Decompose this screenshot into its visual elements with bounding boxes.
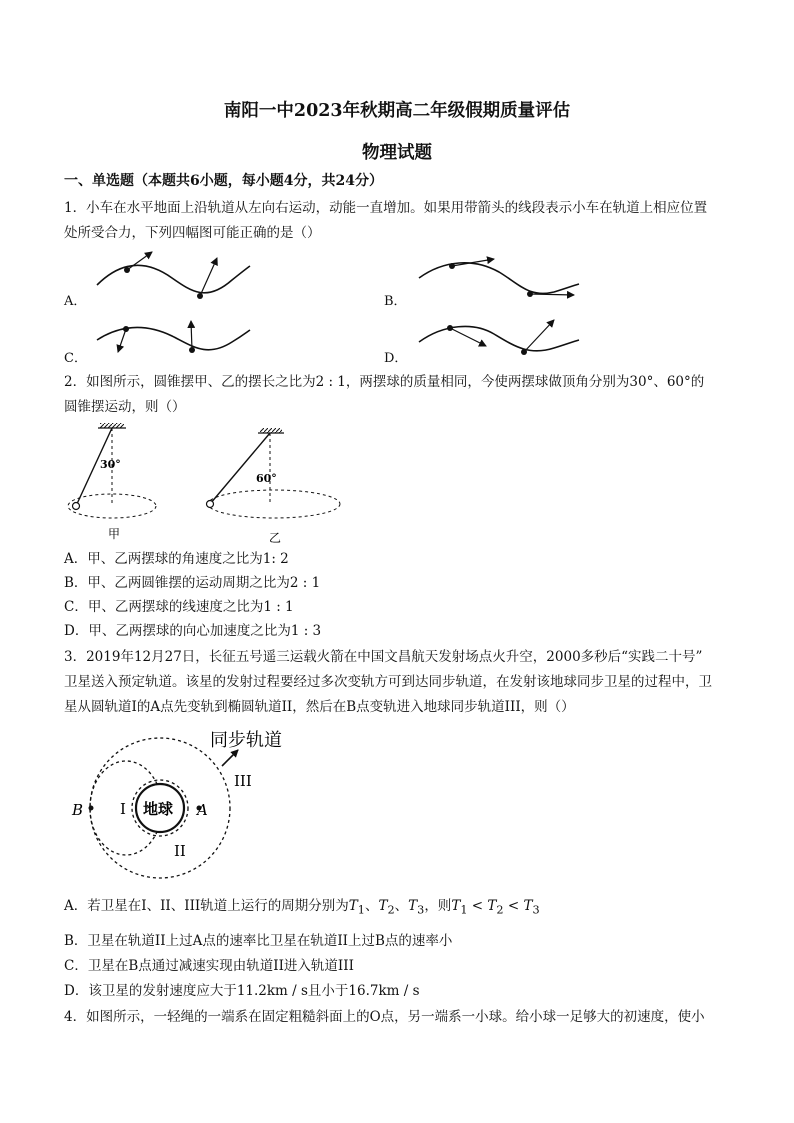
q1-option-b-label: B．	[384, 294, 407, 309]
q2-angle-1: 30°	[100, 458, 121, 471]
q3-sync-label: 同步轨道	[210, 730, 282, 751]
q1-figure-c	[92, 312, 252, 372]
q1d-track	[419, 326, 579, 350]
q3-option-d: D．该卫星的发射速度应大于11.2km / s且小于16.7km / s	[64, 983, 420, 999]
q1d-force-2	[524, 320, 554, 352]
q1d-force-1	[450, 328, 486, 346]
page-subtitle: 物理试题	[362, 143, 432, 163]
q3-figure	[64, 722, 304, 882]
q1-option-d-label: D．	[384, 351, 408, 366]
q3-point-b-label: B	[72, 801, 84, 819]
section-heading: 一、单选题（本题共6小题，每小题4分，共24分）	[64, 173, 383, 189]
q3-option-a: A．若卫星在I、II、III轨道上运行的周期分别为$T_1$、$T_2$、$T_3$，则$T_1 < T_2 < T_3$	[64, 898, 540, 917]
q3-point-b-dot	[89, 806, 94, 811]
q3-point-a-label: A	[197, 801, 208, 819]
q3-line-2: 卫星送入预定轨道。该星的发射过程要经过多次变轨方可到达同步轨道，在发射该地球同步卫星的过程中，卫	[64, 674, 712, 690]
q3-orbit-3-label: III	[234, 772, 252, 790]
q2-name-1: 甲	[108, 527, 121, 541]
q2-ball-2	[207, 501, 214, 508]
q1-figure-b	[414, 240, 584, 310]
q3-line-3: 星从圆轨道I的A点先变轨到椭圆轨道II，然后在B点变轨进入地球同步轨道III，则（）	[64, 699, 575, 715]
q2-option-d: D．甲、乙两摆球的向心加速度之比为1 : 3	[64, 623, 322, 639]
q2-angle-2: 60°	[256, 472, 277, 485]
q1-option-c-label: C．	[64, 351, 87, 366]
q3-option-a-mid: ，则	[424, 898, 452, 914]
q2-option-b: B．甲、乙两圆锥摆的运动周期之比为2 : 1	[64, 575, 321, 591]
q2-line-2: 圆锥摆运动，则（）	[64, 399, 186, 415]
q1-figure-d	[414, 312, 584, 372]
q1a-track	[97, 265, 250, 293]
q1c-force-1	[118, 329, 126, 352]
q2-name-2: 乙	[269, 531, 282, 545]
q3-line-1: 3．2019年12月27日，长征五号遥三运载火箭在中国文昌航天发射场点火升空，2000多秒后“实践二十号”	[64, 649, 703, 665]
q2-string-2	[210, 433, 270, 504]
q3-option-a-text: A．若卫星在I、II、III轨道上运行的周期分别为	[64, 898, 349, 914]
q3-orbit-2-label: II	[174, 842, 186, 860]
q4-line-1: 4．如图所示，一轻绳的一端系在固定粗糙斜面上的O点，另一端系一小球。给小球一足够大的初速度，使小	[64, 1009, 705, 1025]
q2-option-c: C．甲、乙两摆球的线速度之比为1 : 1	[64, 599, 294, 615]
q2-option-a: A．甲、乙两摆球的角速度之比为1: 2	[64, 551, 289, 567]
q2-line-1: 2．如图所示，圆锥摆甲、乙的摆长之比为2 : 1，两摆球的质量相同，今使两摆球做顶角分别为30°、60°的	[64, 374, 705, 390]
q1-option-a-label: A．	[64, 294, 87, 309]
q2-ceiling-2	[260, 428, 282, 433]
q2-figure	[64, 420, 354, 550]
q2-ball-1	[73, 503, 80, 510]
q2-ceiling-1	[100, 423, 124, 428]
q3-arrow	[222, 750, 238, 766]
q3-option-c: C．卫星在B点通过减速实现由轨道II进入轨道III	[64, 958, 354, 974]
q3-earth-label: 地球	[143, 800, 174, 818]
q2-path-2	[208, 490, 340, 518]
q1-line-2: 处所受合力，下列四幅图可能正确的是（）	[64, 225, 321, 241]
q3-orbit-1-label: I	[120, 800, 126, 818]
q3-option-b: B．卫星在轨道II上过A点的速率比卫星在轨道II上过B点的速率小	[64, 933, 453, 949]
q1-figure-a	[92, 240, 252, 310]
page-title: 南阳一中2023年秋期高二年级假期质量评估	[223, 101, 571, 121]
q1b-force-2	[530, 294, 574, 295]
q1-line-1: 1．小车在水平地面上沿轨道从左向右运动，动能一直增加。如果用带箭头的线段表示小车在轨道上相应位置	[64, 200, 708, 216]
q1b-track	[419, 263, 579, 294]
